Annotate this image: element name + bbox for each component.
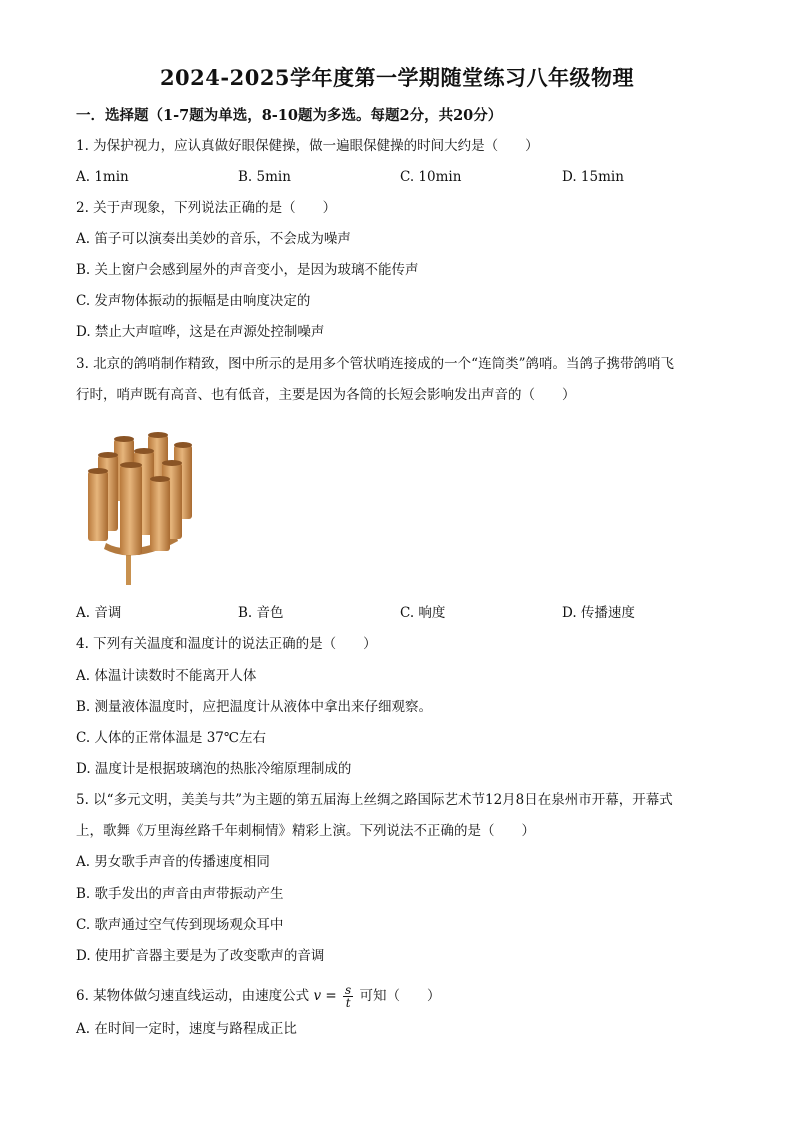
question-4-option-c: C. 人体的正常体温是 37℃左右 <box>76 730 267 746</box>
question-2-option-a: A. 笛子可以演奏出美妙的音乐，不会成为噪声 <box>76 231 351 247</box>
question-6-option-a: A. 在时间一定时，速度与路程成正比 <box>76 1021 297 1037</box>
section-heading: 一．选择题（1-7题为单选，8-10题为多选。每题2分，共20分） <box>76 107 503 124</box>
option-a: A. 1min <box>76 169 129 185</box>
question-5-stem-line1: 5. 以“多元文明，美美与共”为主题的第五届海上丝绸之路国际艺术节12月8日在泉州市开幕，开幕式 <box>76 792 673 808</box>
option-c: C. 响度 <box>400 605 446 621</box>
formula-numerator: s <box>345 983 352 997</box>
question-4-option-d: D. 温度计是根据玻璃泡的热胀冷缩原理制成的 <box>76 761 352 777</box>
page-title: 2024-2025学年度第一学期随堂练习八年级物理 <box>159 65 635 90</box>
question-3-stem-line2: 行时，哨声既有高音、也有低音，主要是因为各筒的长短会影响发出声音的（ ） <box>76 387 576 403</box>
formula-equals: = <box>325 988 337 1004</box>
question-1-stem: 1. 为保护视力，应认真做好眼保健操，做一遍眼保健操的时间大约是（ ） <box>76 138 539 154</box>
question-6-stem-suffix: 可知（ ） <box>359 988 441 1004</box>
formula-denominator: t <box>345 996 351 1010</box>
option-b: B. 音色 <box>238 605 284 621</box>
option-c: C. 10min <box>400 169 462 185</box>
question-2-option-d: D. 禁止大声喧哗，这是在声源处控制噪声 <box>76 324 325 340</box>
question-4-stem: 4. 下列有关温度和温度计的说法正确的是（ ） <box>76 636 377 652</box>
formula-velocity: v <box>313 988 322 1004</box>
question-5-option-c: C. 歌声通过空气传到现场观众耳中 <box>76 917 284 933</box>
option-d: D. 传播速度 <box>562 605 635 621</box>
question-2-option-b: B. 关上窗户会感到屋外的声音变小，是因为玻璃不能传声 <box>76 262 419 278</box>
question-4-option-a: A. 体温计读数时不能离开人体 <box>76 668 257 684</box>
question-5-option-d: D. 使用扩音器主要是为了改变歌声的音调 <box>76 948 325 964</box>
question-5-stem-line2: 上，歌舞《万里海丝路千年刺桐情》精彩上演。下列说法不正确的是（ ） <box>76 823 535 839</box>
formula-fraction <box>343 984 353 1009</box>
question-3-stem-line1: 3. 北京的鸽哨制作精致，图中所示的是用多个管状哨连接成的一个“连筒类”鸽哨。当鸽子携带鸽哨飞 <box>76 356 674 372</box>
question-6-stem <box>76 984 440 1009</box>
question-4-option-b: B. 测量液体温度时，应把温度计从液体中拿出来仔细观察。 <box>76 699 433 715</box>
question-5-option-b: B. 歌手发出的声音由声带振动产生 <box>76 886 284 902</box>
question-5-option-a: A. 男女歌手声音的传播速度相同 <box>76 854 270 870</box>
option-b: B. 5min <box>238 169 291 185</box>
option-d: D. 15min <box>562 169 624 185</box>
question-6-stem-prefix: 6. 某物体做匀速直线运动，由速度公式 <box>76 988 310 1004</box>
option-a: A. 音调 <box>76 605 122 621</box>
question-2-option-c: C. 发声物体振动的振幅是由响度决定的 <box>76 293 311 309</box>
pigeon-whistle-image <box>86 425 196 590</box>
question-2-stem: 2. 关于声现象，下列说法正确的是（ ） <box>76 200 337 216</box>
